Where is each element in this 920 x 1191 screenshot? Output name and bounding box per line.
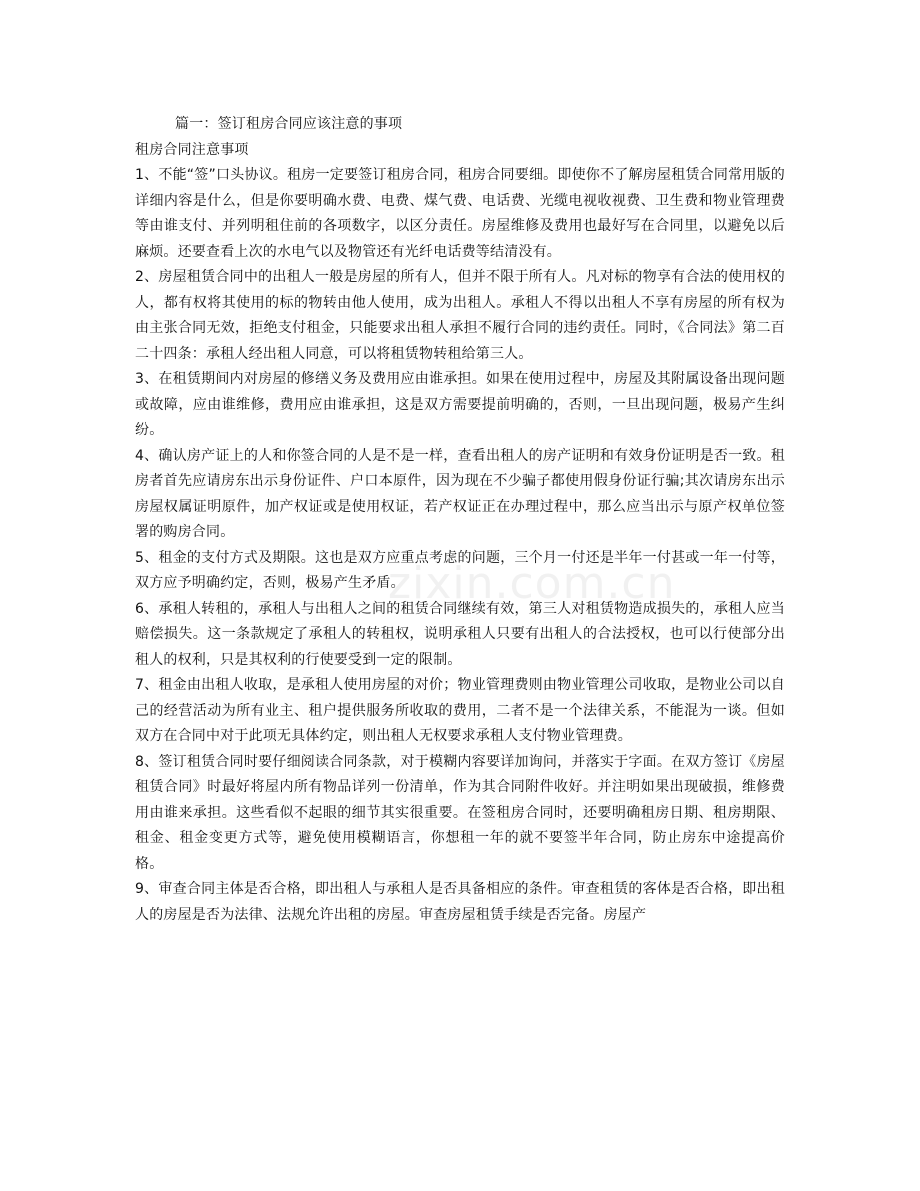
paragraph-3: 3、在租赁期间内对房屋的修缮义务及费用应由谁承担。如果在使用过程中，房屋及其附属设备出现问题或故障，应由谁维修，费用应由谁承担，这是双方需要提前明确的，否则，一旦出现问题，极易产生纠纷。 bbox=[135, 371, 785, 438]
document-title: 篇一：签订租房合同应该注意的事项 bbox=[175, 116, 403, 132]
paragraph-8: 8、签订租赁合同时要仔细阅读合同条款，对于模糊内容要详加询问，并落实于字面。在双方签订《房屋租赁合同》时最好将屋内所有物品详列一份清单，作为其合同附件收好。并注明如果出现破损，维修费用由谁来承担。这些看似不起眼的细节其实很重要。在签租房合同时，还要明确租房日期、租房期限、租金、租金变更方式等，避免使用模糊语言，你想租一年的就不要签半年合同，防止房东中途提高价格。 bbox=[135, 753, 785, 872]
paragraph-6: 6、承租人转租的，承租人与出租人之间的租赁合同继续有效，第三人对租赁物造成损失的，承租人应当赔偿损失。这一条款规定了承租人的转租权，说明承租人只要有出租人的合法授权，也可以行使部分出租人的权利，只是其权利的行使要受到一定的限制。 bbox=[135, 600, 785, 668]
paragraph-7: 7、租金由出租人收取，是承租人使用房屋的对价；物业管理费则由物业管理公司收取，是物业公司以自己的经营活动为所有业主、租户提供服务所收取的费用，二者不是一个法律关系，不能混为一谈。但如双方在合同中对于此项无具体约定，则出租人无权要求承租人支付物业管理费。 bbox=[135, 677, 785, 744]
paragraph-5: 5、租金的支付方式及期限。这也是双方应重点考虑的问题，三个月一付还是半年一付甚或一年一付等，双方应予明确约定，否则，极易产生矛盾。 bbox=[135, 549, 785, 591]
paragraph-2: 2、房屋租赁合同中的出租人一般是房屋的所有人，但并不限于所有人。凡对标的物享有合法的使用权的人，都有权将其使用的标的物转由他人使用，成为出租人。承租人不得以出租人不享有房屋的所有权为由主张合同无效，拒绝支付租金，只能要求出租人承担不履行合同的违约责任。同时，《合同法》第二百二十四条：承租人经出租人同意，可以将租赁物转租给第三人。 bbox=[135, 269, 785, 362]
paragraph-1: 1、不能“签”口头协议。租房一定要签订租房合同，租房合同要细。即使你不了解房屋租赁合同常用版的详细内容是什么，但是你要明确水费、电费、煤气费、电话费、光缆电视收视费、卫生费和物业管理费等由谁支付、并列明租住前的各项数字，以区分责任。房屋维修及费用也最好写在合同里，以避免以后麻烦。还要查看上次的水电气以及物管还有光纤电话费等结清没有。 bbox=[135, 167, 785, 260]
site-watermark: zixin.com.cn bbox=[388, 558, 676, 609]
document-subtitle: 租房合同注意事项 bbox=[135, 141, 249, 158]
document-body bbox=[135, 112, 785, 928]
paragraph-9: 9、审查合同主体是否合格，即出租人与承租人是否具备相应的条件。审查租赁的客体是否合格，即出租人的房屋是否为法律、法规允许出租的房屋。审查房屋租赁手续是否完备。房屋产 bbox=[135, 881, 785, 923]
paragraph-4: 4、确认房产证上的人和你签合同的人是不是一样，查看出租人的房产证明和有效身份证明是否一致。租房者首先应请房东出示身份证件、户口本原件，因为现在不少骗子都使用假身份证行骗;其次请房东出示房屋权属证明原件，加产权证或是使用权证，若产权证正在办理过程中，那么应当出示与原产权单位签署的购房合同。 bbox=[135, 447, 785, 540]
